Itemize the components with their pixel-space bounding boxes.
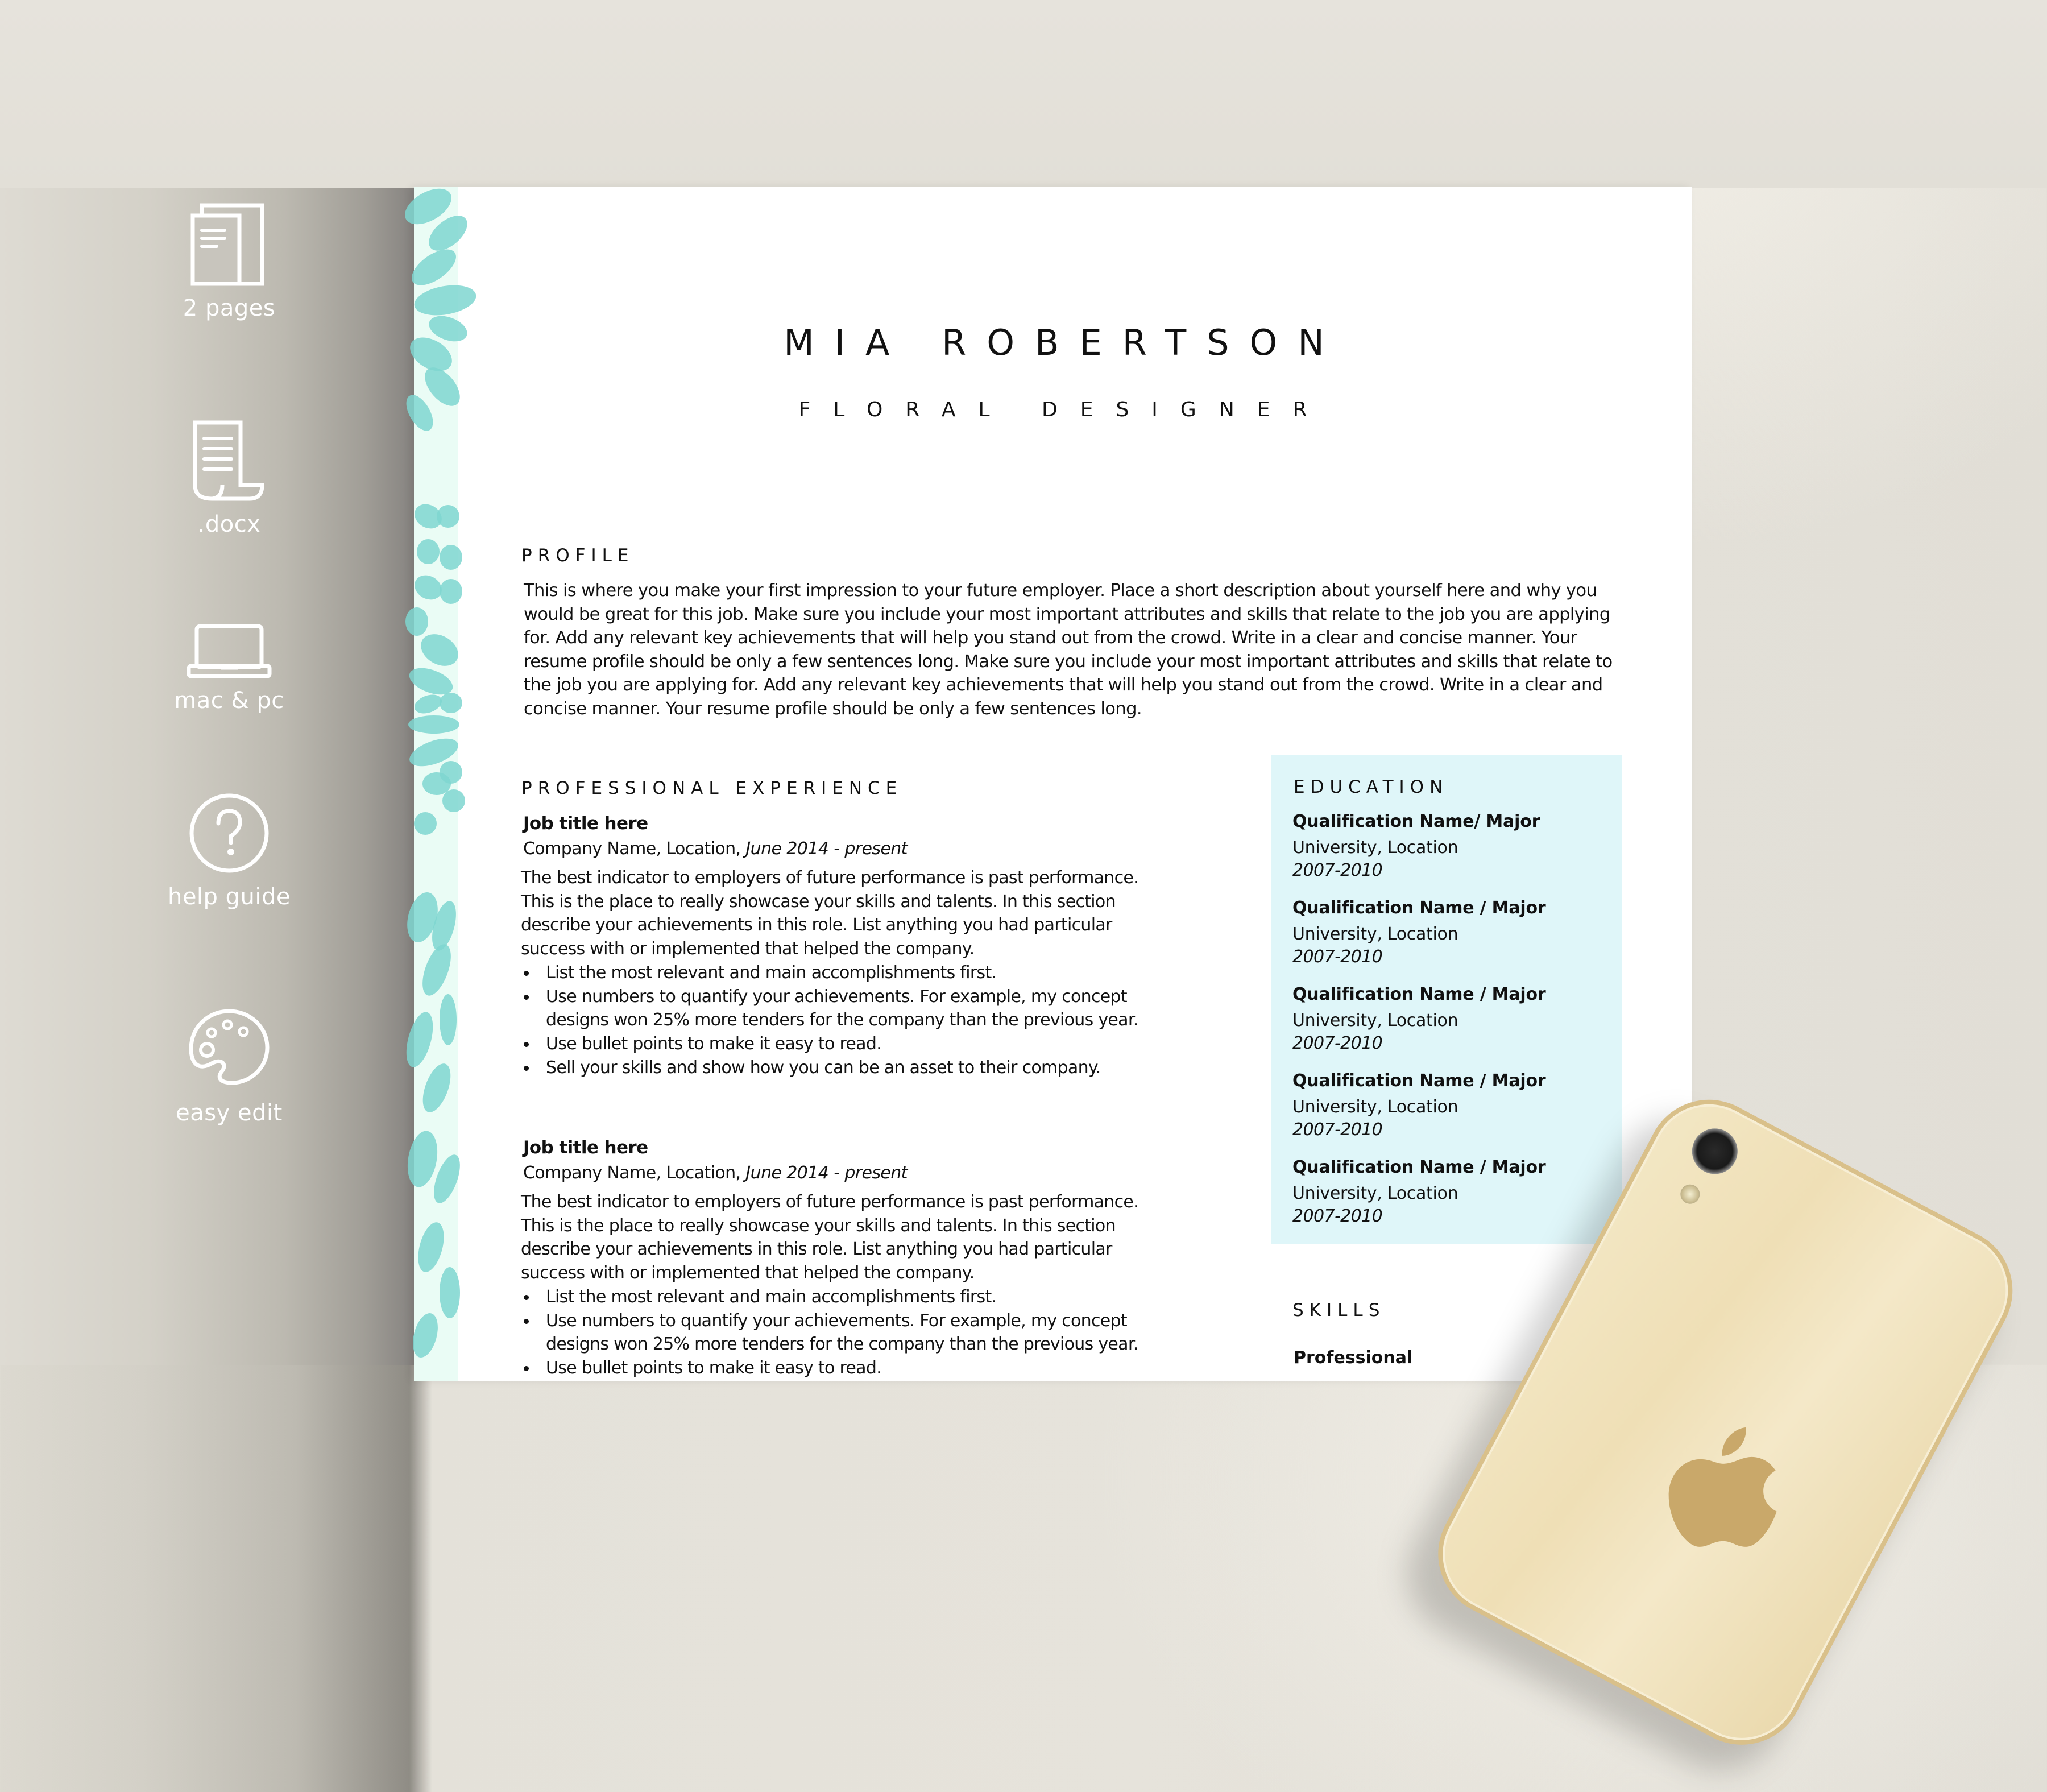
feature-label: easy edit [176, 1100, 283, 1126]
two-pages-icon [189, 202, 269, 287]
feature-docx [144, 418, 314, 537]
qualification: Qualification Name / Major [1292, 984, 1546, 1004]
floral-border-decoration [414, 187, 458, 1381]
job-title: Job title here [523, 1137, 648, 1158]
feature-label: .docx [197, 511, 261, 537]
feature-list [0, 0, 414, 1365]
qualification: Qualification Name / Major [1292, 898, 1546, 918]
experience-heading: PROFESSIONAL EXPERIENCE [521, 778, 903, 798]
education-entry [1292, 898, 1545, 967]
education-entry [1292, 1071, 1545, 1140]
job-bullet: Sell your skills and show how you can be an asset to their company. [521, 1056, 1169, 1080]
school: University, Location [1292, 1011, 1458, 1030]
job-bullet: Use bullet points to make it easy to read. [521, 1356, 1169, 1380]
qualification: Qualification Name / Major [1292, 1071, 1546, 1091]
years: 2007-2010 [1292, 1033, 1383, 1053]
education-heading: EDUCATION [1294, 777, 1449, 797]
job-bullet: List the most relevant and main accomplishments first. [521, 1285, 1169, 1309]
job-bullet: Use numbers to quantify your achievements. For example, my concept designs won 25% more tenders for the company than the previous year. [521, 1309, 1169, 1356]
feature-mac-pc [144, 623, 314, 714]
resume-page [414, 187, 1692, 1381]
paint-palette-icon [187, 1007, 272, 1092]
job-dates: June 2014 - present [745, 839, 908, 859]
apple-logo-icon [1667, 1416, 1780, 1553]
education-panel [1271, 755, 1622, 1244]
job-bullets [521, 961, 1169, 1080]
job-bullets [521, 1285, 1169, 1380]
job-company: Company Name, Location, June 2014 - present [523, 1163, 908, 1183]
job-dates: June 2014 - present [745, 1163, 908, 1183]
job-entry [521, 813, 1169, 1079]
skills-subheading: Professional [1294, 1348, 1413, 1368]
school: University, Location [1292, 1183, 1458, 1203]
profile-text: This is where you make your first impression to your future employer. Place a short description about yourself here and why you would be great for this job. Make sure you include your most important attributes and skills that relate to the job you are applying for. Add any relevant key achievements that will help you stand out from the crowd. Write in a clear and concise manner. Your resume profile should be only a few sentences long. Make sure you include your most important attributes and skills that relate to the job you are applying for. Add any relevant key achievements that will help you stand out from the crowd. Write in a clear and concise manner. Your resume profile should be only a few sentences long. [524, 581, 1613, 719]
job-description: The best indicator to employers of future performance is past performance. This is the place to really showcase your skills and talents. In this section describe your achievements in this role. List anything you had particular success with or implemented that helped the company. [521, 1192, 1138, 1284]
school: University, Location [1292, 838, 1458, 858]
education-entry [1292, 1157, 1545, 1226]
help-question-icon [187, 791, 272, 876]
job-entry [521, 1137, 1169, 1380]
document-scroll-icon [189, 418, 269, 503]
feature-label: help guide [167, 884, 291, 910]
job-company: Company Name, Location, June 2014 - present [523, 839, 908, 859]
years: 2007-2010 [1292, 1120, 1383, 1140]
feature-label: 2 pages [183, 295, 276, 321]
school: University, Location [1292, 924, 1458, 944]
camera-flash-icon [1677, 1181, 1703, 1207]
resume-job-title: FLORAL DESIGNER [798, 398, 1330, 421]
qualification: Qualification Name/ Major [1292, 812, 1540, 831]
feature-label: mac & pc [174, 688, 284, 714]
job-bullet: List the most relevant and main accomplishments first. [521, 961, 1169, 985]
feature-help-guide [144, 791, 314, 910]
job-title: Job title here [523, 813, 648, 834]
education-entry [1292, 984, 1545, 1053]
resume-name: MIA ROBERTSON [784, 322, 1345, 363]
job-bullet: Use numbers to quantify your achievements. For example, my concept designs won 25% more tenders for the company than the previous year. [521, 985, 1169, 1032]
job-description: The best indicator to employers of future performance is past performance. This is the place to really showcase your skills and talents. In this section describe your achievements in this role. List anything you had particular success with or implemented that helped the company. [521, 868, 1138, 959]
years: 2007-2010 [1292, 1206, 1383, 1226]
school: University, Location [1292, 1097, 1458, 1117]
laptop-icon [187, 623, 272, 680]
feature-2-pages [144, 202, 314, 321]
education-entry [1292, 812, 1540, 880]
qualification: Qualification Name / Major [1292, 1157, 1546, 1177]
years: 2007-2010 [1292, 860, 1383, 880]
job-bullet: Use bullet points to make it easy to read. [521, 1032, 1169, 1056]
skills-heading: SKILLS [1292, 1300, 1386, 1321]
years: 2007-2010 [1292, 947, 1383, 967]
profile-heading: PROFILE [521, 545, 635, 566]
camera-lens-icon [1684, 1120, 1746, 1182]
feature-easy-edit [144, 1007, 314, 1126]
